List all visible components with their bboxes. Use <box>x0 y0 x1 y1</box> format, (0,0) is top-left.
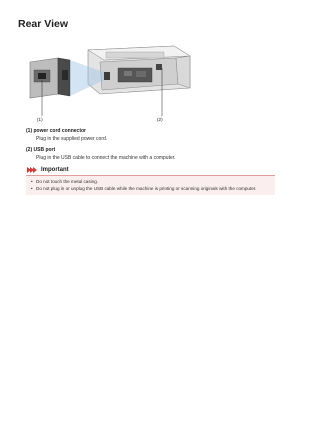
callout-label-1: (1) <box>37 117 43 122</box>
important-header <box>27 165 275 174</box>
item-desc-power-cord-connector: Plug in the supplied power cord. <box>36 136 108 142</box>
important-icon <box>27 167 38 173</box>
printer-body <box>88 46 190 94</box>
item-term-usb-port: (2) USB port <box>26 147 56 153</box>
important-body <box>26 176 275 195</box>
component-list <box>26 128 276 166</box>
item-desc-usb-port: Plug in the USB cable to connect the machine with a computer. <box>36 155 176 161</box>
item-term-power-cord-connector: (1) power cord connector <box>26 128 87 134</box>
callout-label-2: (2) <box>157 117 163 122</box>
printer-rear-image <box>26 40 192 122</box>
important-notice <box>26 165 275 198</box>
printer-rear-illustration <box>26 40 192 122</box>
important-bullet: • Do not touch the metal casing. <box>31 178 271 185</box>
important-heading: Important <box>41 166 69 173</box>
page-title: Rear View <box>18 18 69 30</box>
important-bullet: • Do not plug in or unplug the USB cable while the machine is printing or scanning originals with the computer. <box>31 185 271 192</box>
